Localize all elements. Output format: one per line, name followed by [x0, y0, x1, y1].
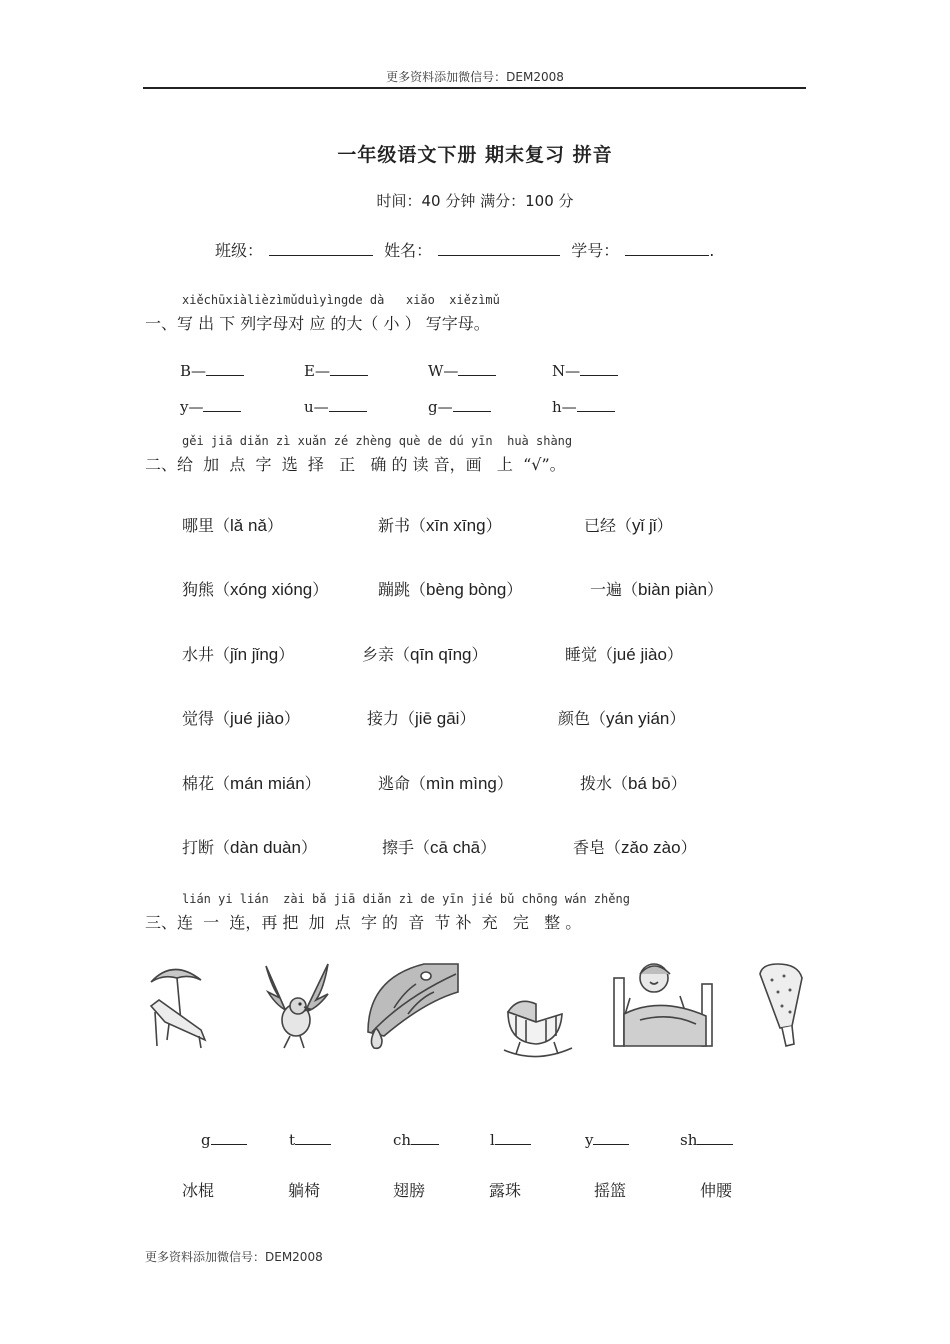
- page-footer: 更多资料添加微信号：DEM2008: [145, 1250, 323, 1264]
- section3-pinyin: lián yi lián zài bǎ jiā diǎn zì de yīn jié bǔ chōng wán zhěng: [182, 892, 630, 906]
- cradle-picture[interactable]: [500, 992, 576, 1066]
- letter-item: N—: [552, 362, 618, 380]
- choice-item[interactable]: 颜色（yán yián）: [558, 709, 686, 728]
- page-header: 更多资料添加微信号：DEM2008: [386, 70, 564, 84]
- choice-item[interactable]: 打断（dàn duàn）: [182, 838, 317, 857]
- letter-item: y—: [180, 398, 241, 416]
- name-label: 姓名：: [384, 241, 433, 260]
- answer-blank[interactable]: [206, 363, 244, 376]
- choice-item[interactable]: 乡亲（qīn qīng）: [362, 645, 488, 664]
- answer-blank[interactable]: [329, 399, 367, 412]
- syllable-blank[interactable]: ch: [393, 1131, 439, 1149]
- id-field[interactable]: [625, 241, 709, 256]
- match-word[interactable]: 冰棍: [182, 1181, 215, 1200]
- choice-item[interactable]: 拨水（bá bō）: [580, 774, 687, 793]
- popsicle-picture[interactable]: [752, 962, 808, 1052]
- syllable-blank[interactable]: g: [201, 1131, 247, 1149]
- name-field[interactable]: [438, 241, 560, 256]
- choice-item[interactable]: 睡觉（jué jiào）: [565, 645, 683, 664]
- choice-item[interactable]: 一遍（biàn piàn）: [590, 580, 724, 599]
- section1-pinyin: xiěchūxiàlièzìmǔduìyìngde dà xiǎo xiězìmǔ: [182, 293, 500, 307]
- choice-item[interactable]: 擦手（cā chā）: [382, 838, 497, 857]
- choice-item[interactable]: 已经（yǐ jǐ）: [584, 516, 673, 535]
- letter-item: E—: [304, 362, 368, 380]
- letter-item: W—: [428, 362, 496, 380]
- bird-picture[interactable]: [258, 958, 336, 1054]
- letter-item: u—: [304, 398, 367, 416]
- syllable-blank[interactable]: y: [585, 1131, 629, 1149]
- answer-blank[interactable]: [453, 399, 491, 412]
- choice-item[interactable]: 逃命（mìn mìng）: [378, 774, 513, 793]
- id-label: 学号：: [571, 241, 620, 260]
- letter-item: g—: [428, 398, 491, 416]
- match-word[interactable]: 躺椅: [288, 1181, 321, 1200]
- beach-chair-picture[interactable]: [143, 960, 213, 1052]
- syllable-blank[interactable]: l: [490, 1131, 531, 1149]
- header-divider: [143, 87, 806, 89]
- section2-title: 二、给 加 点 字 选 择 正 确 的 读 音，画 上 “√”。: [145, 455, 566, 474]
- choice-item[interactable]: 接力（jiē gāi）: [367, 709, 476, 728]
- letter-item: B—: [180, 362, 244, 380]
- answer-blank[interactable]: [577, 399, 615, 412]
- choice-item[interactable]: 狗熊（xóng xióng）: [182, 580, 329, 599]
- letter-item: h—: [552, 398, 615, 416]
- section3-title: 三、连 一 连，再 把 加 点 字 的 音 节 补 充 完 整 。: [145, 913, 582, 932]
- info-end: .: [709, 241, 715, 260]
- match-word[interactable]: 摇篮: [594, 1181, 627, 1200]
- choice-item[interactable]: 香皂（zǎo zào）: [573, 838, 697, 857]
- syllable-blank[interactable]: sh: [680, 1131, 733, 1149]
- section1-title: 一、写 出 下 列字母对 应 的大（ 小 ） 写字母。: [145, 314, 490, 333]
- choice-item[interactable]: 觉得（jué jiào）: [182, 709, 300, 728]
- answer-blank[interactable]: [203, 399, 241, 412]
- match-word[interactable]: 露珠: [489, 1181, 522, 1200]
- answer-blank[interactable]: [580, 363, 618, 376]
- student-info-line: [215, 238, 714, 261]
- section2-pinyin: gěi jiā diǎn zì xuǎn zé zhèng què de dú yīn huà shàng: [182, 434, 573, 448]
- class-label: 班级：: [215, 241, 264, 260]
- time-score-info: 时间：40 分钟 满分：100 分: [376, 192, 574, 210]
- answer-blank[interactable]: [330, 363, 368, 376]
- answer-blank[interactable]: [458, 363, 496, 376]
- dewdrop-picture[interactable]: [364, 962, 460, 1052]
- match-word[interactable]: 伸腰: [700, 1181, 733, 1200]
- choice-item[interactable]: 棉花（mán mián）: [182, 774, 321, 793]
- syllable-blank[interactable]: t: [289, 1131, 331, 1149]
- choice-item[interactable]: 蹦跳（bèng bòng）: [378, 580, 523, 599]
- choice-item[interactable]: 水井（jǐn jǐng）: [182, 645, 295, 664]
- choice-item[interactable]: 哪里（lǎ nǎ）: [182, 516, 283, 535]
- class-field[interactable]: [269, 241, 373, 256]
- choice-item[interactable]: 新书（xīn xīng）: [378, 516, 502, 535]
- worksheet-title: 一年级语文下册 期末复习 拼音: [337, 144, 613, 166]
- match-word[interactable]: 翅膀: [393, 1181, 426, 1200]
- sleeping-child-picture[interactable]: [610, 958, 718, 1052]
